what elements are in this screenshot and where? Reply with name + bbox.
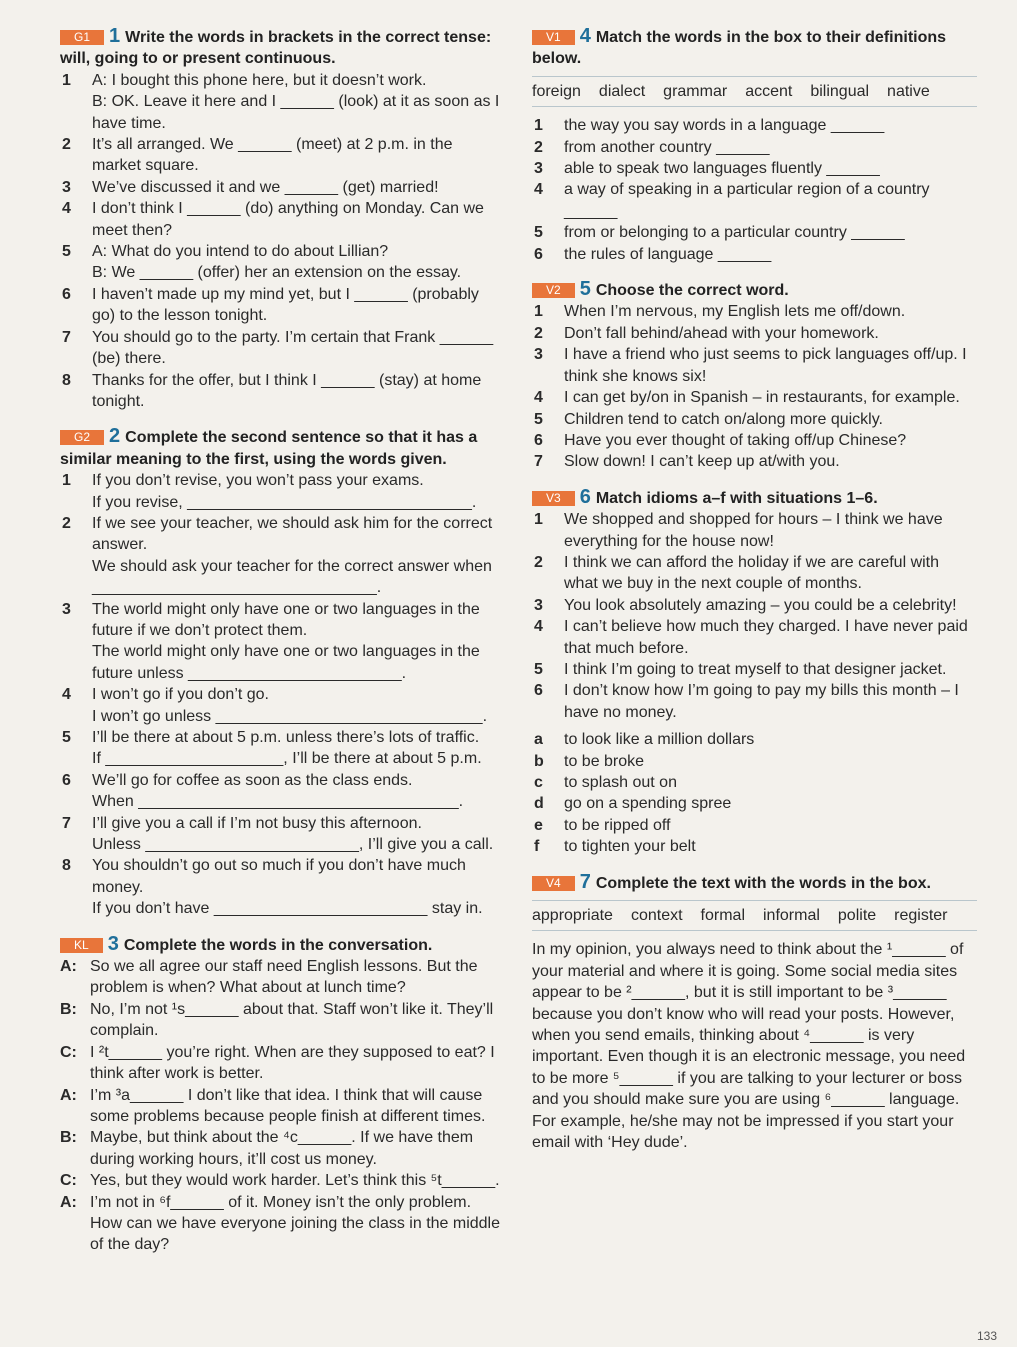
item-text: I can’t believe how much they charged. I have never paid that much before. — [564, 618, 968, 657]
box-word: bilingual — [810, 82, 870, 100]
exercise-number: 5 — [579, 278, 591, 301]
item-text: the rules of language ______ — [564, 245, 772, 263]
exercise-2 — [60, 426, 500, 919]
idiom-letter: a — [534, 731, 543, 749]
speaker-label: C: — [60, 1043, 77, 1061]
item-number: 2 — [534, 553, 543, 571]
item-number: 1 — [534, 303, 543, 321]
list-item — [60, 684, 500, 727]
item-text: B: OK. Leave it here and I ______ (look) at it as soon as I have time. — [92, 93, 500, 132]
line-text: Yes, but they would work harder. Let’s think this ⁵t______. — [90, 1172, 500, 1190]
item-text: able to speak two languages fluently ______ — [564, 160, 880, 178]
list-item — [532, 430, 977, 451]
exercise-badge: V2 — [532, 283, 575, 298]
item-text: I won’t go unless ______________________________. — [92, 707, 488, 725]
conversation-line — [60, 1085, 500, 1128]
exercise-number: 1 — [109, 25, 121, 47]
item-text: You look absolutely amazing – you could be a celebrity! — [564, 596, 957, 614]
exercise-title: Complete the second sentence so that it has a similar meaning to the first, using the words given. — [60, 429, 478, 468]
list-item — [60, 70, 500, 134]
item-number: 6 — [534, 431, 543, 449]
idiom-text: to be ripped off — [564, 816, 671, 834]
exercise-1-heading — [60, 26, 500, 70]
line-text: Maybe, but think about the ⁴c______. If we have them during working hours, it’ll cost us money. — [90, 1129, 474, 1168]
list-item — [60, 813, 500, 856]
item-number: 5 — [534, 224, 543, 242]
item-text: the way you say words in a language ______ — [564, 117, 885, 135]
item-number: 7 — [534, 453, 543, 471]
exercise-7-heading — [532, 872, 977, 894]
list-item — [532, 301, 977, 322]
list-item — [532, 158, 977, 179]
item-number: 3 — [534, 160, 543, 178]
exercise-3-heading — [60, 934, 500, 956]
item-text: Children tend to catch on/along more quickly. — [564, 410, 883, 428]
list-item — [60, 470, 500, 513]
gap-fill-text: In my opinion, you always need to think about the ¹______ of your material and where it is going. Some social media sites appear to be ²______, but it is still important to be ³______ because you don’t know who will read your posts. However, when you send emails, thinking about ⁴______ is very important. Even though it is an electronic message, you need to be more ⁵______ if you are talking to your lecturer or boss and you should make sure you are using ⁶______ language. For example, he/she may not be impressed if you start your email with ‘Hey dude’. — [532, 941, 966, 1152]
conversation-line — [60, 999, 500, 1042]
idiom-text: to tighten your belt — [564, 838, 696, 856]
item-text: I think I’m going to treat myself to that designer jacket. — [564, 660, 947, 678]
item-text: from or belonging to a particular country ______ — [564, 224, 905, 242]
idiom-letter: d — [534, 795, 544, 813]
list-item — [60, 727, 500, 770]
item-text: from another country ______ — [564, 138, 770, 156]
item-number: 2 — [534, 324, 543, 342]
exercise-number: 3 — [107, 932, 119, 955]
item-text: I can get by/on in Spanish – in restaurants, for example. — [564, 389, 960, 407]
item-text: Unless ________________________, I’ll give you a call. — [92, 836, 494, 854]
item-text: When ____________________________________. — [92, 793, 464, 811]
list-item — [532, 115, 977, 136]
item-text: A: What do you intend to do about Lillian? — [92, 243, 389, 261]
exercise-title: Match idioms a–f with situations 1–6. — [595, 489, 878, 507]
item-text: I have a friend who just seems to pick languages off/up. I think she knows six! — [564, 346, 967, 385]
idiom-text: to splash out on — [564, 774, 677, 791]
idiom-letter: c — [534, 774, 543, 791]
box-word: foreign — [532, 82, 581, 100]
item-text: We shopped and shopped for hours – I think we have everything for the house now! — [564, 511, 943, 550]
idiom-text: go on a spending spree — [564, 795, 732, 813]
exercise-title: Match the words in the box to their definitions below. — [532, 29, 947, 68]
item-text: I think we can afford the holiday if we are careful with what we buy in the next couple of months. — [564, 553, 940, 593]
list-item — [60, 370, 500, 413]
exercise-title: Complete the text with the words in the box. — [595, 874, 931, 892]
item-number: 3 — [62, 600, 71, 618]
idiom-item — [532, 793, 977, 814]
item-text: I haven’t made up my mind yet, but I ______ (probably go) to the lesson tonight. — [92, 285, 479, 325]
list-item — [532, 552, 977, 595]
item-text: When I’m nervous, my English lets me off/down. — [564, 303, 906, 321]
list-item — [532, 680, 977, 723]
list-item — [532, 595, 977, 616]
item-text: Slow down! I can’t keep up at/with you. — [564, 453, 840, 471]
exercise-badge: V3 — [532, 491, 575, 506]
idiom-letter: e — [534, 816, 543, 834]
item-number: 6 — [534, 245, 543, 263]
conversation-line — [60, 956, 500, 999]
item-text: You shouldn’t go out so much if you don’t have much money. — [92, 857, 466, 896]
list-item — [532, 222, 977, 243]
exercise-badge: V1 — [532, 30, 575, 45]
exercise-5 — [532, 279, 977, 473]
item-number: 1 — [534, 117, 543, 135]
item-number: 5 — [62, 243, 71, 261]
item-text: a way of speaking in a particular region of a country ______ — [564, 181, 930, 220]
conversation-line — [60, 1127, 500, 1170]
item-number: 8 — [62, 371, 71, 389]
list-item — [532, 137, 977, 158]
box-word: polite — [837, 907, 877, 925]
idiom-text: to be broke — [564, 752, 645, 770]
item-number: 4 — [534, 618, 543, 636]
item-number: 5 — [534, 410, 543, 428]
line-text: I’m not in ⁶f______ of it. Money isn’t the only problem. How can we have everyone joining the class in the middle of the day? — [90, 1193, 501, 1254]
item-number: 2 — [62, 514, 71, 532]
box-word: context — [630, 907, 683, 925]
item-text: I won’t go if you don’t go. — [92, 686, 269, 704]
box-word: accent — [745, 82, 793, 100]
item-number: 5 — [534, 660, 543, 678]
exercise-number: 2 — [109, 425, 121, 448]
item-number: 1 — [62, 71, 71, 89]
exercise-7 — [532, 872, 977, 1154]
page-number: 133 — [976, 1328, 997, 1343]
idiom-item — [532, 751, 977, 772]
item-number: 3 — [534, 596, 543, 614]
list-item — [60, 284, 500, 327]
idiom-letter: b — [534, 752, 544, 770]
speaker-label: A: — [60, 958, 77, 976]
idiom-item — [532, 815, 977, 836]
idiom-text: to look like a million dollars — [564, 731, 755, 749]
exercise-number: 4 — [579, 25, 591, 47]
item-text: I don’t think I ______ (do) anything on Monday. Can we meet then? — [92, 200, 484, 239]
item-text: You should go to the party. I’m certain that Frank ______ (be) there. — [92, 328, 494, 368]
box-word: appropriate — [532, 907, 613, 925]
line-text: I ²t______ you’re right. When are they supposed to eat? I think after work is better. — [90, 1043, 495, 1083]
item-text: Don’t fall behind/ahead with your homework. — [564, 324, 879, 342]
right-column — [532, 26, 977, 1168]
item-number: 6 — [62, 771, 71, 789]
item-number: 8 — [62, 857, 71, 875]
item-text: I’ll give you a call if I’m not busy this afternoon. — [92, 814, 422, 832]
list-item — [532, 179, 977, 222]
list-item — [60, 241, 500, 284]
exercise-3 — [60, 934, 500, 1256]
item-text: If ____________________, I’ll be there at about 5 p.m. — [92, 750, 482, 768]
list-item — [60, 599, 500, 685]
list-item — [532, 344, 977, 387]
item-text: A: I bought this phone here, but it doesn’t work. — [92, 71, 427, 89]
list-item — [532, 451, 977, 472]
item-text: It’s all arranged. We ______ (meet) at 2 p.m. in the market square. — [92, 136, 453, 175]
item-text: I don’t know how I’m going to pay my bills this month – I have no money. — [564, 682, 959, 721]
list-item — [60, 198, 500, 241]
item-number: 4 — [534, 389, 543, 407]
list-item — [60, 134, 500, 177]
word-box — [532, 76, 977, 107]
box-word: register — [894, 907, 948, 925]
item-text: B: We ______ (offer) her an extension on the essay. — [92, 264, 462, 282]
idiom-letter: f — [534, 838, 540, 856]
item-text: I’ll be there at about 5 p.m. unless there’s lots of traffic. — [92, 729, 480, 746]
box-word: formal — [700, 907, 745, 925]
item-text: Thanks for the offer, but I think I ______ (stay) at home tonight. — [92, 371, 482, 410]
exercise-6-heading — [532, 487, 977, 509]
line-text: I’m ³a______ I don’t like that idea. I think that will cause some problems because people finish at different times. — [90, 1086, 486, 1125]
item-text: If you revise, ________________________________. — [92, 493, 477, 511]
list-item — [60, 770, 500, 813]
speaker-label: C: — [60, 1172, 77, 1190]
exercise-badge: KL — [60, 938, 103, 953]
exercise-5-heading — [532, 279, 977, 301]
line-text: No, I’m not ¹s______ about that. Staff won’t like it. They’ll complain. — [90, 1000, 494, 1040]
speaker-label: A: — [60, 1086, 77, 1104]
box-word: informal — [763, 907, 820, 925]
idiom-item — [532, 836, 977, 857]
conversation-line — [60, 1170, 500, 1191]
exercise-4 — [532, 26, 977, 265]
item-number: 7 — [62, 814, 71, 832]
exercise-4-heading — [532, 26, 977, 70]
exercise-number: 7 — [579, 870, 591, 893]
list-item — [532, 244, 977, 265]
item-number: 1 — [62, 472, 71, 490]
list-item — [60, 513, 500, 599]
list-item — [60, 327, 500, 370]
speaker-label: A: — [60, 1193, 77, 1211]
list-item — [532, 509, 977, 552]
exercise-number: 6 — [579, 485, 591, 508]
item-number: 4 — [62, 686, 71, 704]
exercise-title: Complete the words in the conversation. — [123, 936, 433, 954]
item-number: 3 — [62, 178, 71, 196]
item-text: Have you ever thought of taking off/up Chinese? — [564, 431, 907, 449]
item-number: 4 — [62, 200, 71, 218]
exercise-6 — [532, 487, 977, 858]
list-item — [532, 409, 977, 430]
item-number: 3 — [534, 346, 543, 364]
exercise-1 — [60, 26, 500, 412]
idiom-item — [532, 772, 977, 793]
exercise-title: Choose the correct word. — [595, 282, 789, 300]
list-item — [60, 177, 500, 198]
item-text: We’ll go for coffee as soon as the class ends. — [92, 771, 413, 789]
left-column — [60, 26, 500, 1270]
item-text: We should ask your teacher for the correct answer when ________________________________. — [92, 557, 492, 597]
list-item — [532, 659, 977, 680]
list-item — [532, 616, 977, 659]
item-text: We’ve discussed it and we ______ (get) married! — [92, 178, 439, 196]
box-word: grammar — [663, 82, 728, 100]
item-number: 4 — [534, 181, 543, 199]
item-text: If we see your teacher, we should ask him for the correct answer. — [92, 514, 493, 554]
exercise-title: Write the words in brackets in the correct tense: will, going to or present continuous. — [60, 29, 492, 68]
item-number: 1 — [534, 511, 543, 529]
list-item — [532, 387, 977, 408]
exercise-2-heading — [60, 426, 500, 470]
speaker-label: B: — [60, 1129, 77, 1147]
exercise-badge: G1 — [60, 30, 104, 45]
exercise-badge: V4 — [532, 876, 575, 891]
item-text: If you don’t have ________________________ stay in. — [92, 900, 483, 918]
word-box — [532, 900, 977, 931]
list-item — [532, 323, 977, 344]
list-item — [60, 855, 500, 919]
line-text: So we all agree our staff need English lessons. But the problem is when? What about at lunch time? — [90, 958, 478, 997]
item-number: 2 — [62, 136, 71, 154]
conversation-line — [60, 1042, 500, 1085]
item-number: 2 — [534, 138, 543, 156]
idiom-item — [532, 729, 977, 750]
exercise-badge: G2 — [60, 430, 104, 445]
item-number: 6 — [62, 285, 71, 303]
item-text: If you don’t revise, you won’t pass your exams. — [92, 472, 424, 490]
conversation-line — [60, 1192, 500, 1256]
item-number: 6 — [534, 682, 543, 700]
speaker-label: B: — [60, 1000, 77, 1018]
box-word: dialect — [598, 82, 646, 100]
item-text: The world might only have one or two languages in the future if we don’t protect them. — [92, 600, 480, 639]
box-word: native — [887, 82, 930, 100]
item-number: 5 — [62, 729, 71, 746]
item-text: The world might only have one or two languages in the future unless ________________________. — [92, 643, 480, 682]
item-number: 7 — [62, 328, 71, 346]
